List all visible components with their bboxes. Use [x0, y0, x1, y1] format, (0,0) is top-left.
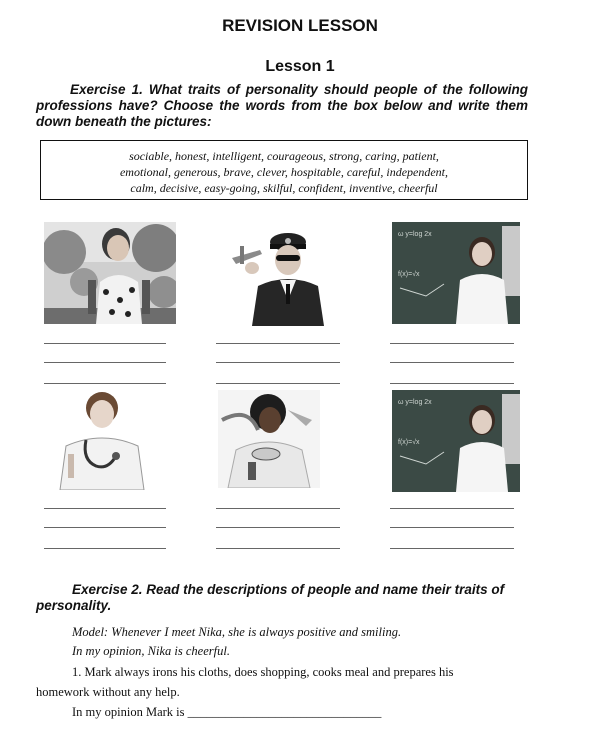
doctor-photo — [46, 390, 156, 490]
answer-blank[interactable]: _______________________________ — [187, 705, 382, 719]
exercise2-instruction: Exercise 2. Read the descriptions of people and name their traits of personality. — [36, 582, 505, 613]
answer-line[interactable] — [216, 548, 340, 549]
answer-line[interactable] — [216, 343, 340, 344]
answer-line[interactable] — [390, 343, 514, 344]
item1-answer-prompt — [72, 704, 381, 720]
pilot-photo — [222, 228, 336, 326]
item1-description-cont: homework without any help. — [36, 685, 180, 699]
answer-line[interactable] — [44, 527, 166, 528]
svg-text:f(x)=√x: f(x)=√x — [398, 439, 420, 446]
svg-text:f(x)=√x: f(x)=√x — [398, 271, 420, 278]
answer-line[interactable] — [44, 343, 166, 344]
answer-line[interactable] — [216, 508, 340, 509]
teacher-photo — [392, 222, 520, 324]
svg-text:ω y=log 2x: ω y=log 2x — [398, 399, 432, 406]
answer-line[interactable] — [216, 383, 340, 384]
word-box-line: emotional, generous, brave, clever, hospitable, careful, independent, — [119, 165, 449, 179]
word-box-line: calm, decisive, easy-going, skilful, confident, inventive, cheerful — [130, 181, 438, 195]
answer-prefix: In my opinion Mark is — [72, 705, 185, 719]
answer-line[interactable] — [390, 548, 514, 549]
word-box — [40, 140, 528, 200]
scientist-photo — [218, 390, 320, 488]
answer-line[interactable] — [390, 383, 514, 384]
answer-line[interactable] — [216, 527, 340, 528]
answer-line[interactable] — [390, 362, 514, 363]
answer-line[interactable] — [390, 527, 514, 528]
page-title: REVISION LESSON — [222, 16, 378, 35]
answer-line[interactable] — [44, 362, 166, 363]
exercise1-instruction: Exercise 1. What traits of personality should people of the following professions have? Choose the words from the box below and write them down beneath the pictures: — [36, 82, 528, 129]
model-sentence: Model: Whenever I meet Nika, she is always positive and smiling. — [72, 625, 402, 639]
item1-description: 1. Mark always irons his cloths, does shopping, cooks meal and prepares his — [72, 665, 454, 679]
gardener-photo — [44, 222, 176, 324]
teacher-photo-2 — [392, 390, 520, 492]
answer-line[interactable] — [216, 362, 340, 363]
answer-line[interactable] — [44, 548, 166, 549]
word-box-line: sociable, honest, intelligent, courageous, strong, caring, patient, — [129, 149, 439, 163]
lesson-heading: Lesson 1 — [265, 58, 335, 75]
answer-line[interactable] — [44, 383, 166, 384]
answer-line[interactable] — [44, 508, 166, 509]
answer-line[interactable] — [390, 508, 514, 509]
model-answer: In my opinion, Nika is cheerful. — [72, 644, 230, 658]
svg-text:ω y=log 2x: ω y=log 2x — [398, 231, 432, 238]
